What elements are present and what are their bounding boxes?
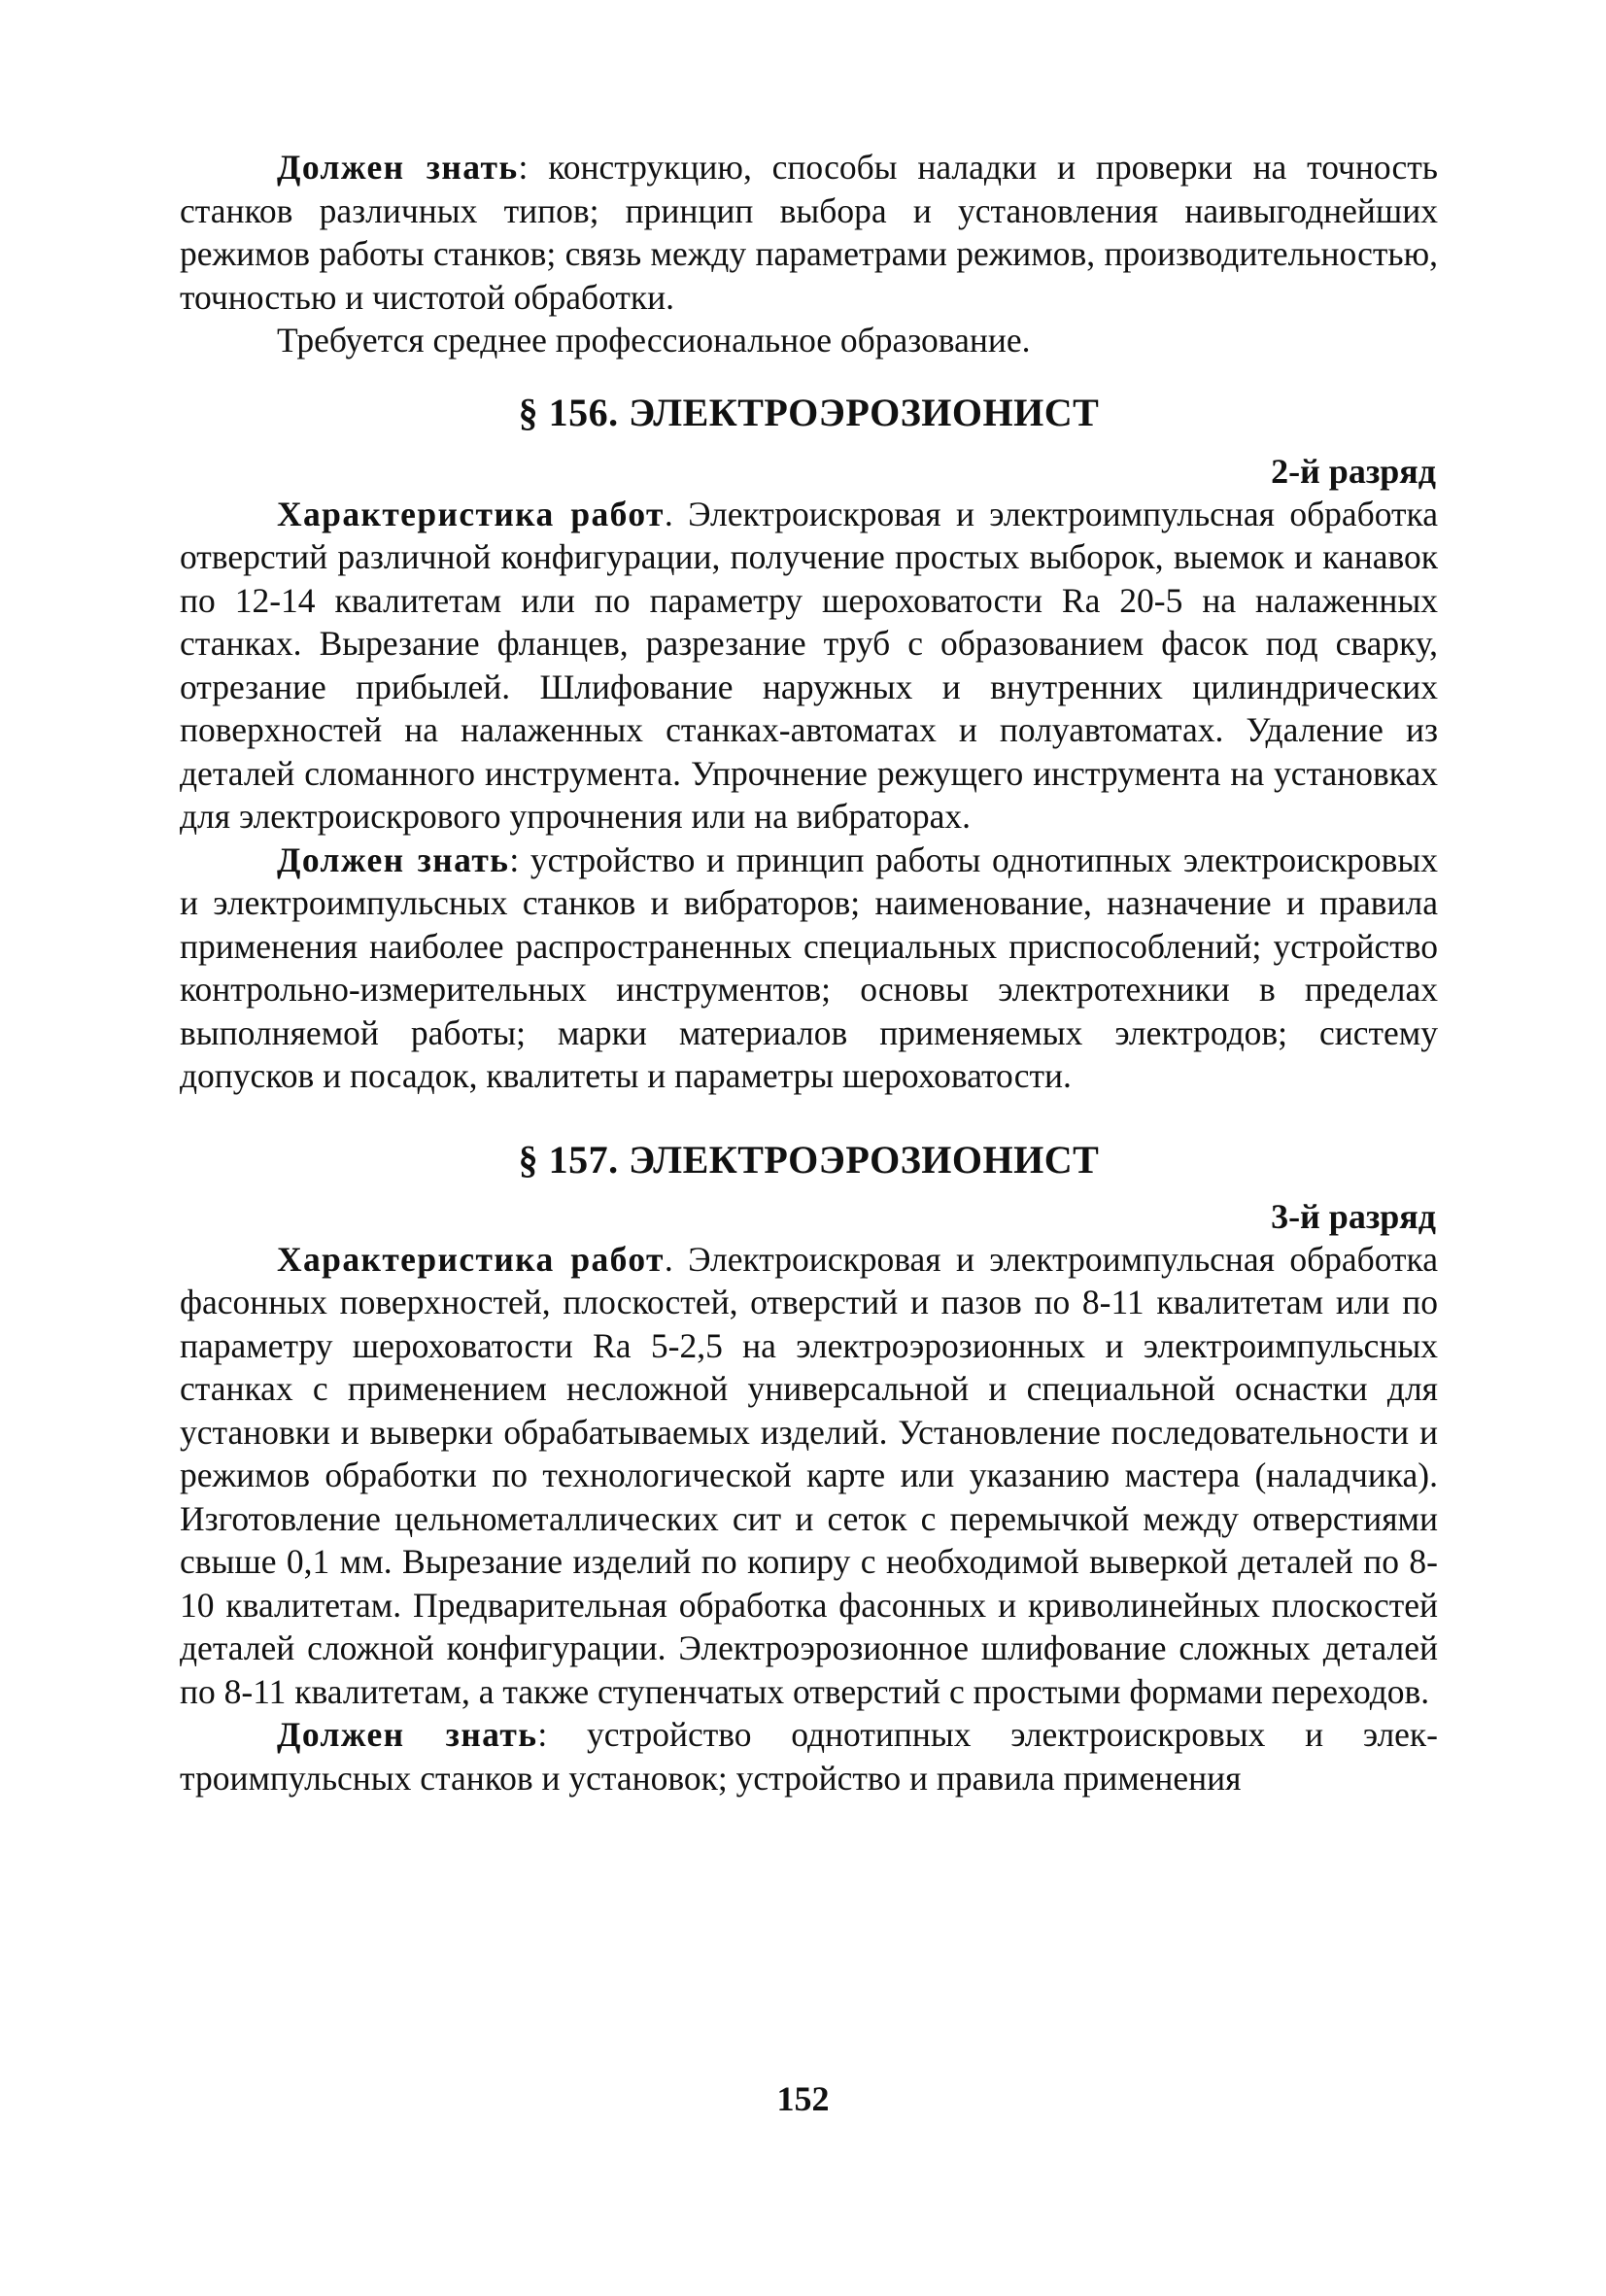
section-157-work-paragraph [180,1238,1438,1714]
section-156-work-text: . Электроискровая и электроимпульсная обработка отверстий различной конфигурации, получение простых выборок, выемок и канавок по 12-14 квалитетам или по параметру шероховатости Ra 20-5 на налаженных станках. Вырезание фланцев, разрезание труб с образованием фасок под сварку, отрезание прибылей. Шлифование наружных и внутренних цилиндрических поверхностей на налаженных станках-автоматах и полуавтоматах. Удаление из деталей сломанного инструмента. Упрочнение режущего инструмента на установках для электроискрового упрочнения или на вибраторах. [180,494,1438,836]
section-156-knowledge-label: Должен знать [277,840,510,879]
page-number: 152 [776,2079,830,2118]
section-156-knowledge-text: : устройство и принцип работы однотипных электроискровых и электроимпульсных станков и вибраторов; наименование, назначение и правила применения наиболее распространенных специальных приспособлений; устройство контрольно-измерительных инструментов; основы электротехники в пределах выполняемой работы; марки материалов применяемых электродов; систему допусков и посадок, квалитеты и параметры шероховатости. [180,840,1438,1095]
page-body [180,146,1438,1799]
section-157-work-label: Характеристика работ [277,1239,665,1279]
section-157-knowledge-label: Должен знать [277,1715,538,1754]
intro-knowledge-label: Должен знать [277,148,519,187]
section-156-grade: 2-й разряд [1271,451,1436,491]
intro-education-paragraph: Требуется среднее профессиональное образование. [277,321,1031,360]
section-157-knowledge-text: : устройство однотипных электроискровых и электроимпульсных станков и установок; устройство и правила применения [180,1715,1438,1798]
section-156-work-label: Характеристика работ [277,494,665,533]
section-157-work-text: . Электроискровая и электроимпульсная обработка фасонных поверхностей, плоскостей, отверстий и пазов по 8-11 квалитетам или по параметру шероховатости Ra 5-2,5 на электроэрозионных и электроимпульсных станках с применением несложной универсальной и специальной оснастки для установки и выверки обрабатываемых изделий. Установление последовательности и режимов обработки по технологической карте или указанию мастера (наладчика). Изготовление цельнометаллических сит и сеток с перемычкой между отверстиями свыше 0,1 мм. Вырезание изделий по копиру с необходимой выверкой деталей по 8-10 квалитетам. Предварительная обработка фасонных и криволинейных плоскостей деталей сложной конфигурации. Электроэрозионное шлифование сложных деталей по 8-11 квалитетам, а также ступенчатых отверстий с простыми формами переходов. [180,1239,1438,1711]
section-157-title: § 157. ЭЛЕКТРОЭРОЗИОНИСТ [518,1137,1100,1182]
section-156-work-paragraph [180,493,1438,839]
intro-knowledge-text: : конструкцию, способы наладки и проверки на точность станков различных типов; принцип выбора и установления наивыгоднейших режимов работы станков; связь между параметрами режимов, производительностью, точностью и чистотой обработки. [180,148,1438,317]
section-157-grade: 3-й разряд [1271,1196,1436,1236]
section-156-title: § 156. ЭЛЕКТРОЭРОЗИОНИСТ [518,390,1100,434]
section-156-knowledge-paragraph [180,839,1438,1098]
intro-knowledge-paragraph [180,146,1438,319]
section-157-knowledge-paragraph [180,1713,1438,1799]
